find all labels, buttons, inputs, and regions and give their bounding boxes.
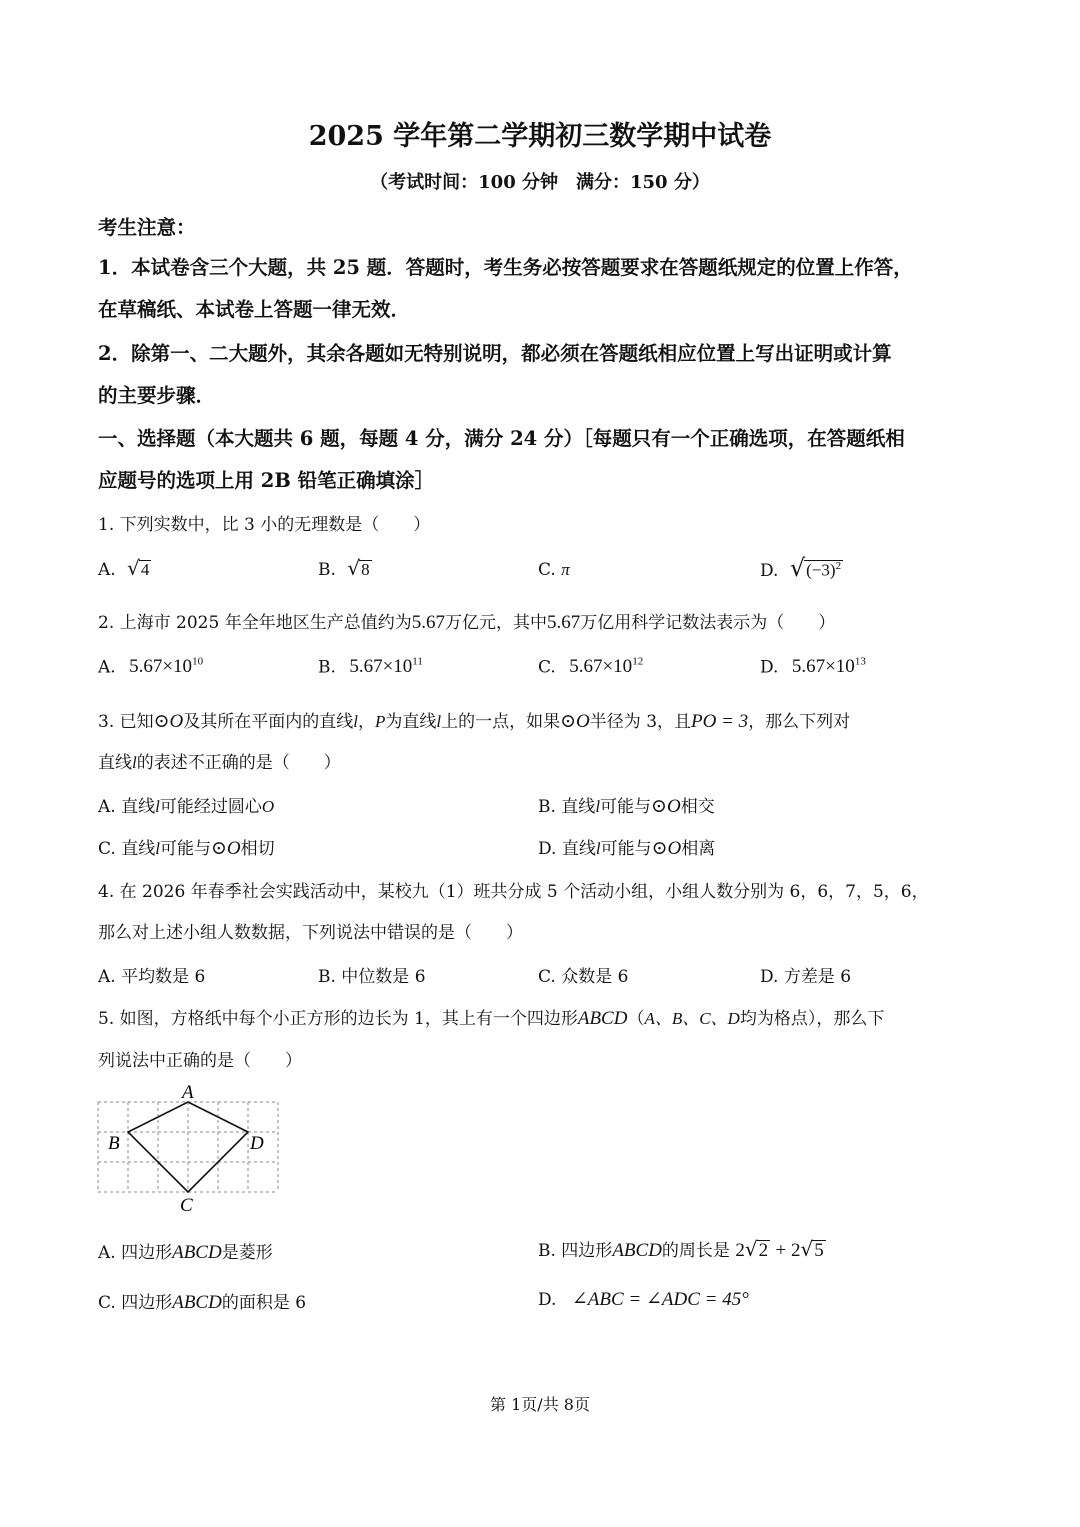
q5-stem-line2: 列说法中正确的是（ ）	[98, 1051, 302, 1071]
q1-option-d	[760, 554, 843, 582]
q1-d-radicand: $(-3)^2$	[806, 560, 842, 580]
q3-option-a: A. 直线l可能经过圆心O	[98, 797, 275, 817]
q2-option-d: D. $5.67\times 10^{13}$	[760, 656, 866, 678]
q3-option-b: B. 直线l可能与⊙O相交	[538, 796, 715, 817]
exam-title: 2025 学年第二学期初三数学期中试卷	[308, 121, 772, 152]
q3-option-d: D. 直线l可能与⊙O相离	[538, 838, 716, 859]
q5-option-d: D. ∠ABC = ∠ADC = 45°	[538, 1289, 749, 1310]
point-d-label: D	[250, 1133, 264, 1154]
q1-option-a	[98, 556, 151, 580]
q2-option-a: A. $5.67\times 10^{10}$	[98, 656, 204, 678]
q3-option-c: C. 直线l可能与⊙O相切	[98, 838, 275, 859]
q1-d-label: D.	[760, 561, 779, 581]
notice-item2-line2: 的主要步骤．	[98, 384, 216, 407]
q4-option-b: B. 中位数是 6	[318, 967, 426, 987]
q5-option-b: B. 四边形ABCD的周长是 2√2 + 2√5	[538, 1237, 824, 1261]
notice-item1-line2: 在草稿纸、本试卷上答题一律无效．	[98, 298, 411, 321]
sqrt-icon: √	[347, 556, 361, 580]
q1-b-radicand: 8	[361, 560, 370, 579]
q1-option-c	[538, 560, 570, 580]
q4-option-a: A. 平均数是 6	[98, 967, 206, 987]
section1-line2: 应题号的选项上用 2B 铅笔正确填涂］	[98, 469, 435, 492]
sqrt-icon: √	[800, 1237, 814, 1261]
q3-stem-line1: 3. 已知⊙O及其所在平面内的直线l，P为直线l上的一点，如果⊙O半径为 3，且PO = 3，那么下列对	[98, 711, 851, 732]
page-number: 第 1页/共 8页	[490, 1395, 590, 1414]
q1-b-label: B.	[318, 560, 336, 580]
q1-a-label: A.	[98, 560, 116, 580]
notice-item2-line1: 2．除第一、二大题外，其余各题如无特别说明，都必须在答题纸相应位置上写出证明或计算	[98, 342, 892, 365]
q1-option-b	[318, 556, 372, 580]
point-b-label: B	[108, 1133, 120, 1154]
q4-stem-line1: 4. 在 2026 年春季社会实践活动中，某校九（1）班共分成 5 个活动小组，小组人数分别为 6，6，7，5，6，	[98, 882, 929, 902]
q4-stem-line2: 那么对上述小组人数数据，下列说法中错误的是（ ）	[98, 923, 523, 943]
q1-stem: 1. 下列实数中，比 3 小的无理数是（ ）	[98, 515, 431, 535]
notice-item1-line1: 1．本试卷含三个大题，共 25 题．答题时，考生务必按答题要求在答题纸规定的位置上作答，	[98, 256, 913, 279]
point-c-label: C	[180, 1195, 193, 1214]
sqrt-icon: √	[744, 1237, 758, 1261]
q2-stem: 2. 上海市 2025 年全年地区生产总值约为5.67万亿元，其中5.67万亿用科学记数法表示为（ ）	[98, 612, 836, 633]
q4-option-d: D. 方差是 6	[760, 967, 852, 987]
point-a-label: A	[182, 1082, 194, 1103]
q1-c-value: π	[561, 560, 570, 579]
q4-option-c: C. 众数是 6	[538, 967, 629, 987]
q1-c-label: C.	[538, 560, 556, 580]
sqrt-icon: √	[789, 554, 806, 582]
q5-option-c: C. 四边形ABCD的面积是 6	[98, 1292, 307, 1313]
q3-stem-line2: 直线l的表述不正确的是（ ）	[98, 753, 341, 773]
q5-option-a: A. 四边形ABCD是菱形	[98, 1242, 273, 1263]
quadrilateral-grid-figure	[90, 1078, 290, 1214]
section1-line1: 一、选择题（本大题共 6 题，每题 4 分，满分 24 分）［每题只有一个正确选项，在答题纸相	[98, 427, 905, 450]
q1-a-radicand: 4	[140, 560, 150, 579]
sqrt-icon: √	[127, 556, 140, 580]
q5-stem-line1: 5. 如图，方格纸中每个小正方形的边长为 1，其上有一个四边形ABCD（A、B、C、D均为格点），那么下	[98, 1008, 885, 1029]
q2-option-b: B. $5.67\times 10^{11}$	[318, 656, 423, 678]
exam-subtitle: （考试时间：100 分钟 满分：150 分）	[370, 172, 710, 193]
notice-heading: 考生注意：	[98, 216, 196, 239]
q2-option-c: C. $5.67\times 10^{12}$	[538, 656, 644, 678]
